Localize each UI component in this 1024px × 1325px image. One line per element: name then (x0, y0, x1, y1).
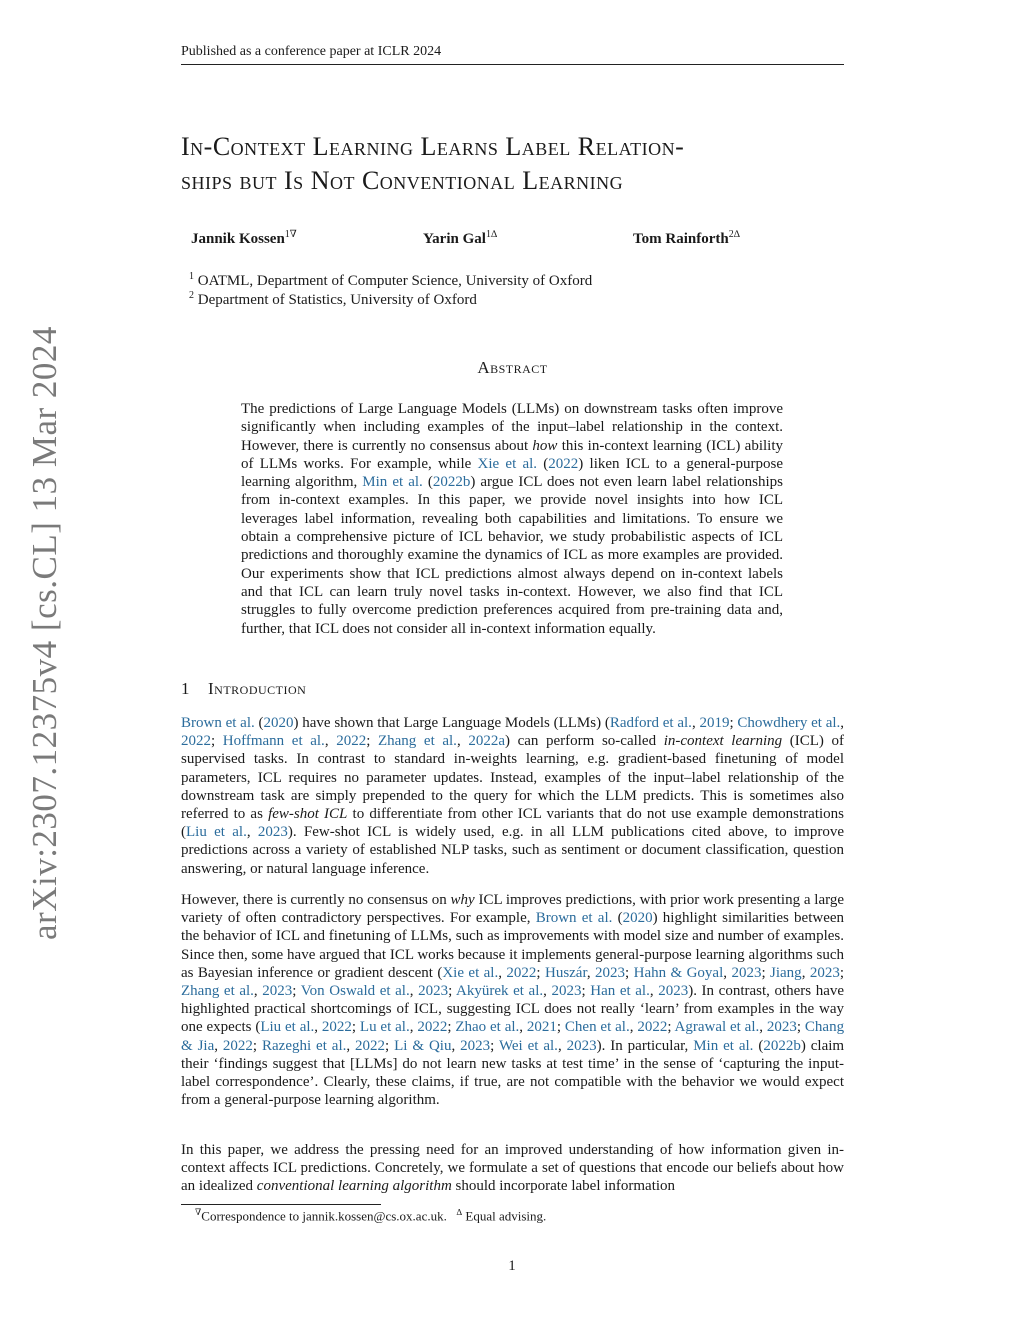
body-text: ; (581, 983, 591, 1000)
abstract-emphasis: how (532, 437, 558, 454)
citation-link[interactable]: Razeghi et al. (262, 1037, 347, 1054)
abstract-heading: Abstract (477, 358, 548, 377)
body-text: ) highlight similarities between the behavior of ICL and finetuning of LLMs, such as improvements with model size and number of examples. Since then, some have argued that ICL works because it implements general-purpose learning algorithms such as Bayesian inference or gradient descent ( (181, 910, 845, 981)
intro-paragraph-1 (181, 714, 844, 878)
abstract-text: ( (422, 474, 433, 491)
author-name: Jannik Kossen (191, 231, 285, 247)
author-name: Tom Rainforth (633, 231, 729, 247)
citation-link[interactable]: 2022 (181, 733, 211, 750)
footnote-text: Equal advising. (465, 1208, 547, 1224)
body-text: , (543, 983, 552, 1000)
body-text: should incorporate label information (451, 1178, 676, 1195)
affiliation-text: Department of Statistics, University of Oxford (197, 292, 477, 308)
author-mark: 2∆ (728, 229, 740, 240)
citation-link[interactable]: 2023 (418, 983, 449, 1000)
citation-link[interactable]: Han et al. (590, 983, 650, 1000)
citation-link[interactable]: 2023 (566, 1037, 597, 1054)
body-text: ; (211, 733, 223, 750)
body-text: , (649, 983, 659, 1000)
citation-link[interactable]: Zhao et al. (455, 1019, 520, 1036)
affiliation-text: OATML, Department of Computer Science, University of Oxford (197, 273, 593, 289)
affiliation-number: 1 (189, 271, 194, 282)
citation-link[interactable]: 2021 (526, 1019, 557, 1036)
citation-link[interactable]: Radford et al. (609, 715, 692, 731)
body-text: In this paper, we address the pressing need for an improved understanding of how information given in-context affects ICL predictions. Concretely, we formulate a set of questions that encode our beliefs about how an idealized (181, 1142, 844, 1195)
emphasis-text: few-shot ICL (268, 806, 348, 823)
body-text: , (723, 964, 732, 981)
affiliation-number: 2 (189, 290, 194, 301)
section-title: Introduction (208, 679, 307, 698)
citation-link[interactable]: Wei et al. (498, 1037, 558, 1054)
citation-link[interactable]: 2023 (460, 1037, 491, 1054)
citation-link[interactable]: 2019 (699, 715, 730, 731)
citation-link[interactable]: Chowdhery et al. (737, 715, 841, 731)
citation-link[interactable]: 2022 (548, 455, 579, 472)
body-text: , (519, 1019, 527, 1036)
citation-link[interactable]: 2023 (731, 964, 762, 981)
body-text: (ICL) of supervised tasks. In contrast to standard in-weights learning, e.g. gradient-based finetuning of model parameters, ICL requires no parameter updates. Instead, examples of the input–label relationship of the downstream task are simply prepended to the query for which the LLM predicts. This is sometimes also referred to as (181, 733, 845, 823)
citation-link[interactable]: Hahn & Goyal (633, 964, 724, 981)
citation-link[interactable]: Hoffmann et al. (222, 733, 325, 750)
author-gal (423, 229, 497, 248)
author-mark: 1∆ (485, 229, 498, 240)
author-mark: 1∇ (284, 229, 297, 240)
citation-link[interactable]: Xie et al. (442, 964, 499, 981)
body-text: , (409, 983, 419, 1000)
body-text: , (324, 733, 337, 750)
abstract-text: ) liken ICL to a general-purpose learning algorithm, (241, 455, 783, 491)
citation-link[interactable]: Brown et al. (535, 910, 613, 927)
body-text: ICL improves predictions, with prior work presenting a large variety of often contradictory perspectives. For example, (181, 892, 844, 927)
citation-link[interactable]: Huszár (544, 964, 587, 981)
body-text: ; (385, 1037, 395, 1054)
body-text: ( (612, 910, 623, 927)
citation-link[interactable]: 2023 (658, 983, 689, 1000)
section-heading-introduction (181, 679, 844, 699)
body-text: ). In particular, (596, 1037, 694, 1054)
body-text: ) have shown that Large Language Models (LLMs) ( (293, 715, 610, 731)
footnote-mark: ∆ (456, 1207, 463, 1217)
citation-link[interactable]: 2023 (551, 983, 582, 1000)
abstract-text: ) argue ICL does not even learn label relationships from in-context examples. In this paper, we provide novel insights into how ICL leverages label information, revealing both capabilities and limitations. To ensure we obtain a comprehensive picture of ICL behavior, we study probabilistic aspects of ICL predictions and thoroughly examine the dynamics of ICL as more examples are provided. Our experiments show that ICL predictions almost always depend on in-context labels and that ICL can learn truly novel tasks in-context. However, we also find that ICL struggles to fully overcome prediction preferences acquired from pre-training data and, further, that ICL does not consider all in-context information equally. (241, 474, 784, 637)
citation-link[interactable]: 2022 (417, 1019, 448, 1036)
citation-link[interactable]: 2022 (336, 733, 367, 750)
body-text: ; (252, 1037, 262, 1054)
citation-link[interactable]: 2023 (595, 964, 626, 981)
citation-link[interactable]: Brown et al. (181, 715, 255, 731)
body-text: , (498, 964, 507, 981)
body-text: , (557, 1037, 567, 1054)
footnote-text: Correspondence to jannik.kossen@cs.ox.ac.uk. (201, 1208, 447, 1224)
body-text: , (214, 1037, 223, 1054)
citation-link[interactable]: 2023 (262, 983, 293, 1000)
body-text: , (409, 1019, 418, 1036)
body-text: ). Few-shot ICL is widely used, e.g. in all LLM publications cited above, to improve predictions across a variety of established NLP tasks, such as sentiment or document classification, question answering, or natural language inference. (181, 824, 845, 877)
body-text: ( (753, 1037, 764, 1054)
body-text: ) claim their ‘findings suggest that [LLMs] do not learn new tasks at test time’ in the sense of ‘capturing the input-label correspondence’. Clearly, these claims, if true, are not compatible with the behavior we would expect from a general-purpose learning algorithm. (181, 1037, 845, 1109)
footnote (195, 1207, 546, 1224)
body-text: , (456, 733, 469, 750)
body-text: , (451, 1037, 461, 1054)
body-text: ). In contrast, others have highlighted practical shortcomings of ICL, suggesting ICL does not really ‘learn’ from examples in the way one expects ( (181, 983, 845, 1036)
body-text: ; (556, 1019, 565, 1036)
body-text: ; (366, 733, 378, 750)
abstract-text: The predictions of Large Language Models (LLMs) on downstream tasks often improve significantly when including examples of the input–label relationship in the context. However, there is currently no consensus about (241, 401, 783, 454)
body-text: , (691, 715, 700, 731)
citation-link[interactable]: 2022 (355, 1037, 386, 1054)
body-text: , (586, 964, 596, 981)
emphasis-text: in-context learning (663, 733, 783, 750)
citation-link[interactable]: Lu et al. (359, 1019, 410, 1036)
citation-link[interactable]: 2023 (766, 1019, 797, 1036)
citation-link[interactable]: 2023 (257, 824, 288, 841)
body-text: ; (536, 964, 545, 981)
affiliation-1 (189, 271, 592, 290)
citation-link[interactable]: Zhang et al. (377, 733, 457, 750)
author-kossen (191, 229, 297, 248)
citation-link[interactable]: 2022 (637, 1019, 668, 1036)
citation-link[interactable]: 2020 (622, 910, 653, 927)
citation-link[interactable]: Liu et al. (186, 824, 247, 841)
emphasis-text: conventional learning algorithm (256, 1178, 452, 1195)
affiliation-2 (189, 290, 477, 309)
title-line-2: ships but Is Not Conventional Learning (181, 166, 624, 195)
section-number: 1 (181, 679, 190, 698)
body-text: , (314, 1019, 322, 1036)
author-rainforth (633, 229, 740, 248)
author-name: Yarin Gal (423, 231, 486, 247)
citation-link[interactable]: Chang & Jia (181, 1019, 845, 1054)
footnote-mark: ∇ (195, 1207, 202, 1217)
citation-link[interactable]: Chen et al. (564, 1019, 630, 1036)
citation-link[interactable]: Von Oswald et al. (300, 983, 410, 1000)
citation-link[interactable]: 2022b (763, 1037, 801, 1054)
body-text: , (840, 715, 845, 731)
citation-link[interactable]: 2022b (432, 474, 471, 491)
citation-link[interactable]: Jiang (770, 964, 802, 981)
body-text: , (801, 964, 810, 981)
citation-link[interactable]: Li & Qiu (394, 1037, 452, 1054)
body-text: ; (625, 964, 634, 981)
body-text: , (759, 1019, 767, 1036)
abstract-text: ( (537, 455, 549, 472)
page-number: 1 (508, 1258, 516, 1274)
citation-link[interactable]: Min et al. (693, 1037, 754, 1054)
body-text: to differentiate from other ICL variants that do not use example demonstrations ( (181, 806, 844, 841)
body-text: ; (490, 1037, 499, 1054)
body-text: , (253, 983, 263, 1000)
abstract-text: this in-context learning (ICL) ability of LLMs works. For example, while (241, 437, 783, 472)
body-text: , (346, 1037, 356, 1054)
citation-link[interactable]: 2023 (809, 964, 840, 981)
body-text: ( (254, 715, 264, 731)
body-text: ; (448, 983, 457, 1000)
intro-paragraph-2 (181, 891, 844, 1109)
citation-link[interactable]: Zhang et al. (181, 983, 254, 1000)
footnote-rule (181, 1204, 381, 1205)
body-text: ; (761, 964, 771, 981)
body-text: ; (667, 1019, 675, 1036)
body-text: , (629, 1019, 638, 1036)
body-text: ; (729, 715, 738, 731)
citation-link[interactable]: 2022 (222, 1037, 253, 1054)
citation-link[interactable]: Liu et al. (260, 1019, 315, 1036)
citation-link[interactable]: Min et al. (362, 474, 423, 491)
citation-link[interactable]: Agrawal et al. (674, 1019, 760, 1036)
body-text: ; (839, 964, 845, 981)
body-text: ; (796, 1019, 805, 1036)
body-text: ; (447, 1019, 456, 1036)
citation-link[interactable]: Xie et al. (477, 455, 538, 472)
citation-link[interactable]: Akyürek et al. (456, 983, 544, 1000)
citation-link[interactable]: 2022 (321, 1019, 352, 1036)
citation-link[interactable]: 2020 (263, 715, 294, 731)
running-header: Published as a conference paper at ICLR 2024 (181, 44, 844, 65)
body-text: ; (292, 983, 301, 1000)
emphasis-text: why (450, 892, 475, 908)
body-text: However, there is currently no consensus on (181, 892, 451, 908)
body-text: ; (351, 1019, 360, 1036)
body-text: ) can perform so-called (504, 733, 664, 750)
arxiv-identifier: arXiv:2307.12375v4 [cs.CL] 13 Mar 2024 (25, 326, 64, 940)
paper-title (181, 130, 861, 198)
abstract-body (241, 400, 783, 638)
title-line-1: In-Context Learning Learns Label Relation- (181, 132, 685, 161)
intro-paragraph-3 (181, 1141, 844, 1196)
body-text: , (246, 824, 258, 841)
citation-link[interactable]: 2022a (468, 733, 505, 750)
citation-link[interactable]: 2022 (506, 964, 537, 981)
